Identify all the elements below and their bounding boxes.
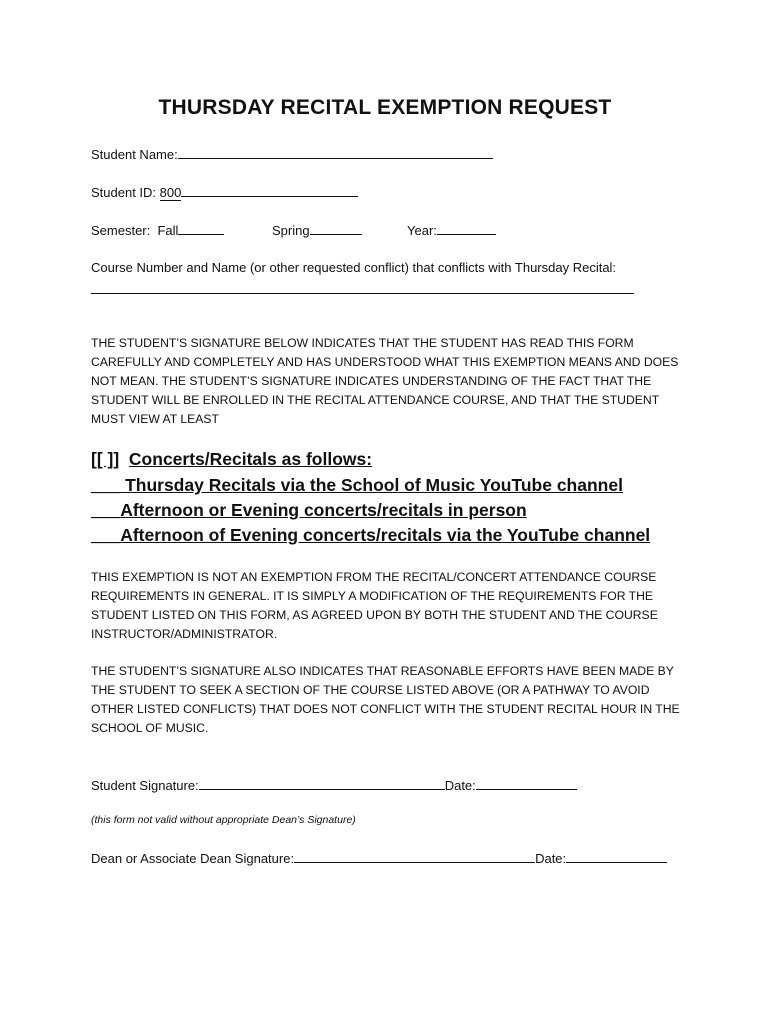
paragraph-1-text: THE STUDENT’S SIGNATURE BELOW INDICATES THAT THE STUDENT HAS READ THIS FORM CAREFULLY AND COMPLETELY AND HAS UNDERSTOOD WHAT THIS EXEMPTION MEANS AND DOES NOT MEAN. THE STUDENT’S SIGNATURE INDICATES UNDERSTANDING OF THE FACT THAT THE STUDENT WILL BE ENROLLED IN THE RECITAL ATTENDANCE COURSE, AND THAT THE STUDENT MUST VIEW AT LEAST [91,336,679,426]
validity-note: (this form not valid without appropriate Dean’s Signature) [91,814,356,826]
options-checkbox[interactable]: [[ ]] [91,449,120,469]
option-2-text: Afternoon or Evening concerts/recitals in person [120,500,527,520]
spring-label: Spring [272,223,310,238]
paragraph-reasonable-efforts [91,662,691,738]
student-id-label: Student ID: [91,185,157,200]
year-row [407,222,496,238]
options-header-text: Concerts/Recitals as follows: [128,449,373,469]
option-in-person[interactable] [91,500,527,521]
options-header [91,449,372,470]
student-signature-row [91,777,577,793]
semester-label: Semester: [91,223,151,238]
paragraph-not-exemption [91,568,691,644]
fall-blank[interactable] [178,222,224,235]
student-name-blank[interactable] [178,146,493,159]
student-date-label: Date: [444,778,476,793]
student-name-row [91,146,493,162]
option-1-text: Thursday Recitals via the School of Music YouTube channel [120,475,623,495]
semester-row [91,222,224,238]
option-1-blank[interactable]: ___ [91,475,121,495]
year-blank[interactable] [437,222,496,235]
student-signature-blank[interactable] [199,777,445,790]
option-thursday-recitals[interactable] [91,475,623,496]
fall-label: Fall [157,223,179,238]
dean-signature-row [91,850,667,866]
dean-signature-blank[interactable] [294,850,535,863]
student-name-label: Student Name: [91,147,178,162]
student-id-row [91,184,358,200]
paragraph-signature-indicates [91,334,691,429]
course-conflict-blank[interactable] [91,281,634,294]
option-2-blank[interactable]: ___ [91,500,121,520]
spring-row [272,222,362,238]
dean-date-blank[interactable] [566,850,667,863]
year-label: Year: [407,223,437,238]
student-signature-label: Student Signature: [91,778,199,793]
course-conflict-label: Course Number and Name (or other requested conflict) that conflicts with Thursday Recital: [91,260,617,275]
spring-blank[interactable] [310,222,362,235]
student-date-blank[interactable] [476,777,577,790]
dean-date-label: Date: [535,851,567,866]
dean-signature-label: Dean or Associate Dean Signature: [91,851,295,866]
form-title: THURSDAY RECITAL EXEMPTION REQUEST [158,96,612,119]
paragraph-3-text: THE STUDENT’S SIGNATURE ALSO INDICATES THAT REASONABLE EFFORTS HAVE BEEN MADE BY THE STUDENT TO SEEK A SECTION OF THE COURSE LISTED ABOVE (OR A PATHWAY TO AVOID OTHER LISTED CONFLICTS) THAT DOES NOT CONFLICT WITH THE STUDENT RECITAL HOUR IN THE SCHOOL OF MUSIC. [91,664,680,735]
paragraph-2-text: THIS EXEMPTION IS NOT AN EXEMPTION FROM THE RECITAL/CONCERT ATTENDANCE COURSE REQUIREMENTS IN GENERAL. IT IS SIMPLY A MODIFICATION OF THE REQUIREMENTS FOR THE STUDENT LISTED ON THIS FORM, AS AGREED UPON BY BOTH THE STUDENT AND THE COURSE INSTRUCTOR/ADMINISTRATOR. [91,570,658,641]
option-3-text: Afternoon of Evening concerts/recitals via the YouTube channel [120,525,651,545]
option-youtube[interactable] [91,525,650,546]
student-id-prefix: 800 [159,185,182,200]
option-3-blank[interactable]: ___ [91,525,121,545]
student-id-blank[interactable] [181,184,358,197]
